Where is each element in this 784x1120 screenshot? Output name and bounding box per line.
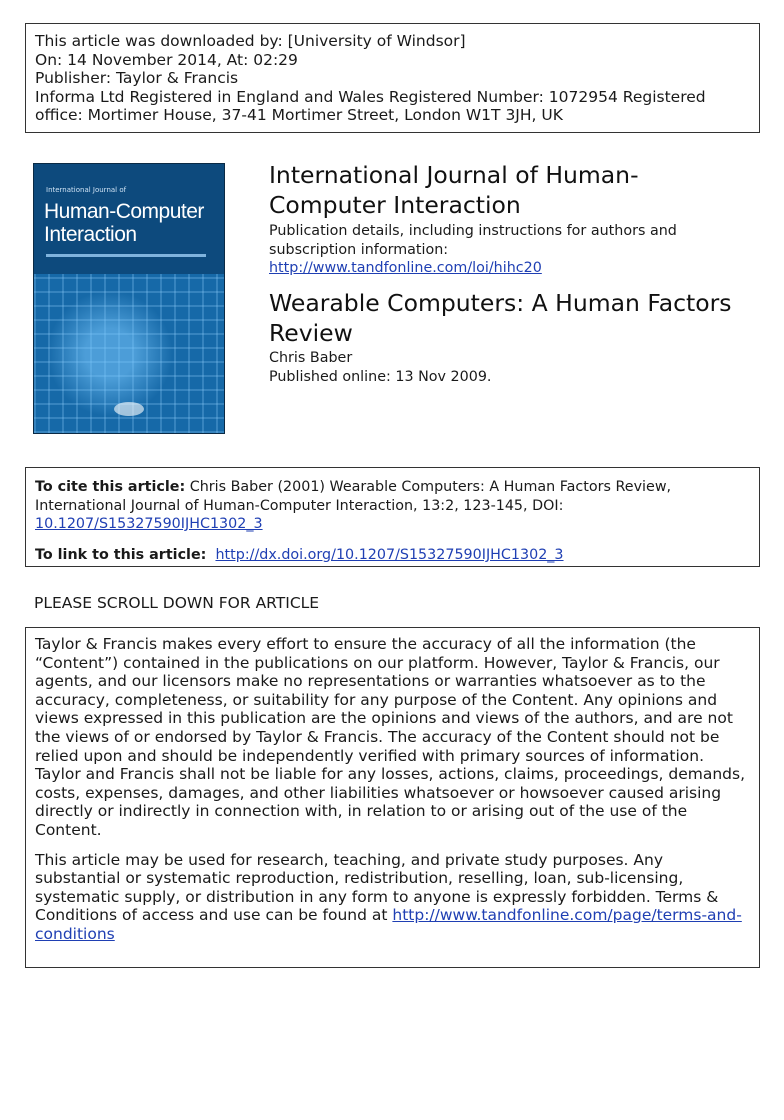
terms-link[interactable]: http://www.tandfonline.com/page/terms-and-conditions [35,906,742,943]
download-info-box [25,23,760,133]
download-line: Publisher: Taylor & Francis [35,69,239,88]
link-label: To link to this article: [35,546,207,563]
cover-small-title: International Journal of [46,186,127,194]
journal-cover-image [34,164,224,433]
article-title: Wearable Computers: A Human Factors Review [269,289,732,347]
disclaimer-box [25,627,760,968]
cite-line [35,478,750,534]
cover-publisher-logo [114,402,144,416]
published-date: Published online: 13 Nov 2009. [269,368,492,385]
journal-title: International Journal of Human-Computer Interaction [269,161,639,219]
cover-main-title: Human-Computer Interaction [44,200,204,246]
download-line: Informa Ltd Registered in England and Wales Registered Number: 1072954 Registered [35,87,706,106]
cite-label: To cite this article: [35,479,186,495]
scroll-note: PLEASE SCROLL DOWN FOR ARTICLE [34,594,320,612]
author-block [269,349,749,386]
download-line: On: 14 November 2014, At: 02:29 [35,50,298,69]
download-line: This article was downloaded by: [University of Windsor] [35,32,466,50]
publication-details-text: Publication details, including instructions for authors and subscription information: [269,223,677,258]
author-name: Chris Baber [269,350,353,366]
usage-text: This article may be used for research, teaching, and private study purposes. Any substantial or systematic reproduction, redistribution, reselling, loan, sub-licensing, systematic supply, or distribution in any form to anyone is expressly forbidden. Terms & Conditions of access and use can be found at [35,850,719,925]
download-line: office: Mortimer House, 37-41 Mortimer Street, London W1T 3JH, UK [35,106,563,125]
cite-text: Chris Baber (2001) Wearable Computers: A Human Factors Review, International Journal of Human-Computer Interaction, 13:2, 123-145, DOI: [35,479,672,514]
disclaimer-paragraph: Taylor & Francis makes every effort to ensure the accuracy of all the information (the “Content”) contained in the publications on our platform. However, Taylor & Francis, our agents, and our licensors make no representations or warranties whatsoever as to the accuracy, completeness, or suitability for any purpose of the Content. Any opinions and views expressed in this publication are the opinions and views of the authors, and are not the views of or endorsed by Taylor & Francis. The accuracy of the Content should not be relied upon and should be independently verified with primary sources of information. Taylor and Francis shall not be liable for any losses, actions, claims, proceedings, demands, costs, expenses, damages, and other liabilities whatsoever or howsoever caused arising directly or indirectly in connection with, in relation to or arising out of the use of the Content. [35,635,746,839]
link-line [35,546,750,565]
usage-paragraph [35,851,750,944]
citation-box [25,467,760,567]
article-url-link[interactable]: http://dx.doi.org/10.1207/S15327590IJHC1302_3 [215,546,564,563]
publication-details [269,222,749,278]
journal-url-link[interactable]: http://www.tandfonline.com/loi/hihc20 [269,260,542,277]
cover-rule [46,254,206,257]
doi-link[interactable]: 10.1207/S15327590IJHC1302_3 [35,516,263,533]
